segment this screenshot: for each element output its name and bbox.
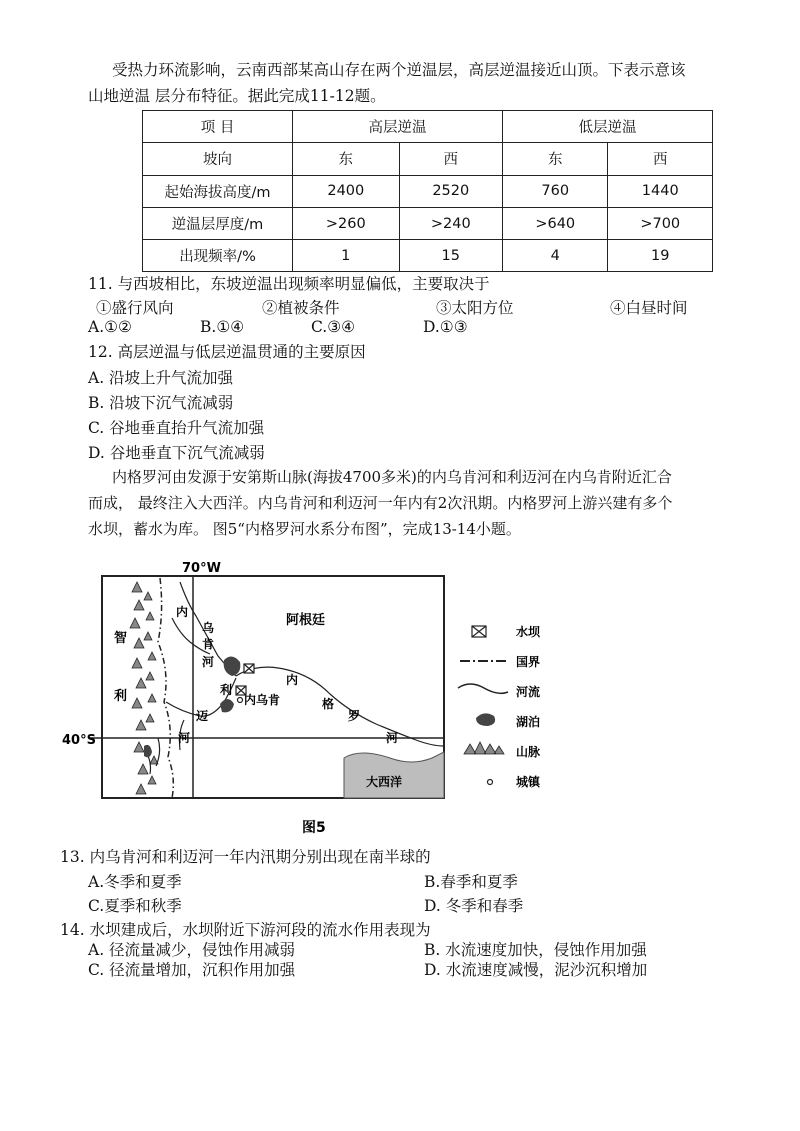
chile-label-2: 利 — [114, 689, 128, 704]
city-legend-icon — [488, 780, 493, 785]
limay-label: 利 — [220, 683, 233, 697]
lake — [144, 745, 152, 757]
table-header-row — [143, 111, 713, 143]
table-cell: 760 — [503, 175, 608, 207]
table-cell: >640 — [503, 207, 608, 239]
q12-choice-c[interactable]: C. 谷地垂直抬升气流加强 — [88, 419, 265, 437]
border-line — [158, 578, 173, 798]
table-header-cell: 低层逆温 — [503, 111, 713, 143]
q14-choice-d[interactable]: D. 水流速度减慢，泥沙沉积增加 — [424, 961, 648, 979]
chile-label-1: 智 — [114, 631, 128, 646]
q11-stem: 11. 与西坡相比，东坡逆温出现频率明显偏低，主要取决于 — [88, 275, 490, 293]
table-row — [143, 143, 713, 175]
neuquen-label: 肯 — [202, 637, 215, 651]
inversion-table — [142, 110, 713, 272]
lake-legend-icon — [476, 713, 495, 726]
limay-label: 迈 — [196, 709, 209, 723]
legend-label: 国界 — [516, 655, 541, 669]
mountain-legend-icon — [464, 742, 504, 754]
legend-label: 湖泊 — [516, 715, 541, 729]
table-row — [143, 175, 713, 207]
table-header-cell: 项 目 — [143, 111, 293, 143]
table-cell: >260 — [293, 207, 399, 239]
q11-item: ③太阳方位 — [436, 299, 514, 317]
map-legend — [458, 624, 541, 789]
table-cell: 东 — [293, 143, 399, 175]
lake — [220, 699, 234, 712]
table-cell: 坡向 — [143, 143, 293, 175]
table-cell: 1 — [293, 240, 399, 272]
lon-label: 70°W — [182, 561, 221, 576]
q12-choice-a[interactable]: A. 沿坡上升气流加强 — [88, 369, 234, 387]
table-row — [143, 240, 713, 272]
q12-stem: 12. 高层逆温与低层逆温贯通的主要原因 — [88, 343, 366, 361]
q11-choice-c[interactable]: C.③④ — [311, 318, 356, 336]
lat-label: 40°S — [62, 733, 96, 748]
negro-label: 内 — [286, 673, 299, 687]
table-cell: 2400 — [293, 175, 399, 207]
negro-label: 罗 — [348, 709, 361, 723]
neuquen-label: 内 — [176, 605, 189, 619]
argentina-label: 阿根廷 — [286, 613, 326, 628]
q13-choice-c[interactable]: C.夏季和秋季 — [88, 897, 182, 915]
negro-label: 格 — [322, 697, 335, 711]
legend-label: 河流 — [516, 685, 541, 699]
intro2-line1: 内格罗河由发源于安第斯山脉(海拔4700多米)的内乌肯河和利迈河在内乌肯附近汇合 — [112, 468, 672, 486]
q14-stem: 14. 水坝建成后，水坝附近下游河段的流水作用表现为 — [60, 921, 431, 939]
legend-label: 城镇 — [516, 775, 541, 789]
table-cell: 2520 — [399, 175, 502, 207]
negro-label: 河 — [386, 731, 399, 745]
q14-choice-b[interactable]: B. 水流速度加快，侵蚀作用加强 — [424, 941, 647, 959]
neuquen-label: 河 — [202, 655, 215, 669]
city-label: 内乌肯 — [244, 693, 281, 707]
table-cell: 西 — [399, 143, 502, 175]
q11-item: ①盛行风向 — [96, 299, 174, 317]
andes-mountains — [130, 582, 158, 794]
intro2-line3: 水坝，蓄水为库。 图5“内格罗河水系分布图”，完成13-14小题。 — [88, 520, 521, 538]
negro-river-map — [60, 552, 580, 842]
neuquen-label: 乌 — [202, 621, 215, 635]
table-header-cell: 高层逆温 — [293, 111, 503, 143]
table-cell: 东 — [503, 143, 608, 175]
q14-choice-a[interactable]: A. 径流量减少，侵蚀作用减弱 — [88, 941, 296, 959]
lake — [224, 656, 241, 676]
q11-choice-b[interactable]: B.①④ — [200, 318, 245, 336]
table-cell: 15 — [399, 240, 502, 272]
table-cell: 西 — [608, 143, 713, 175]
table-cell: 19 — [608, 240, 713, 272]
q13-choice-b[interactable]: B.春季和夏季 — [424, 873, 518, 891]
q12-choice-b[interactable]: B. 沿坡下沉气流减弱 — [88, 394, 234, 412]
legend-label: 水坝 — [516, 625, 541, 639]
table-row — [143, 207, 713, 239]
table-cell: 4 — [503, 240, 608, 272]
intro2-line2: 而成， 最终注入大西洋。内乌肯河和利迈河一年内有2次汛期。内格罗河上游兴建有多个 — [88, 494, 673, 512]
river-legend-icon — [458, 684, 508, 693]
intro1-line2: 山地逆温 层分布特征。据此完成11-12题。 — [88, 87, 386, 105]
q12-choice-d[interactable]: D. 谷地垂直下沉气流减弱 — [88, 444, 265, 462]
q13-stem: 13. 内乌肯河和利迈河一年内汛期分别出现在南半球的 — [60, 848, 431, 866]
q14-choice-c[interactable]: C. 径流量增加，沉积作用加强 — [88, 961, 296, 979]
q11-choice-a[interactable]: A.①② — [88, 318, 132, 336]
city-dot — [238, 698, 243, 703]
q13-choice-a[interactable]: A.冬季和夏季 — [88, 873, 182, 891]
table-cell: 出现频率/% — [143, 240, 293, 272]
table-cell: 1440 — [608, 175, 713, 207]
q11-item: ④白昼时间 — [610, 299, 688, 317]
q11-choice-d[interactable]: D.①③ — [423, 318, 468, 336]
q13-choice-d[interactable]: D. 冬季和春季 — [424, 897, 524, 915]
ocean-label: 大西洋 — [366, 775, 403, 789]
table-cell: >240 — [399, 207, 502, 239]
limay-label: 河 — [178, 731, 191, 745]
table-cell: >700 — [608, 207, 713, 239]
q11-item: ②植被条件 — [262, 299, 340, 317]
intro1-line1: 受热力环流影响，云南西部某高山存在两个逆温层，高层逆温接近山顶。下表示意该 — [112, 61, 686, 79]
table-cell: 逆温层厚度/m — [143, 207, 293, 239]
figure-caption: 图5 — [302, 820, 326, 836]
table-cell: 起始海拔高度/m — [143, 175, 293, 207]
legend-label: 山脉 — [516, 745, 541, 759]
